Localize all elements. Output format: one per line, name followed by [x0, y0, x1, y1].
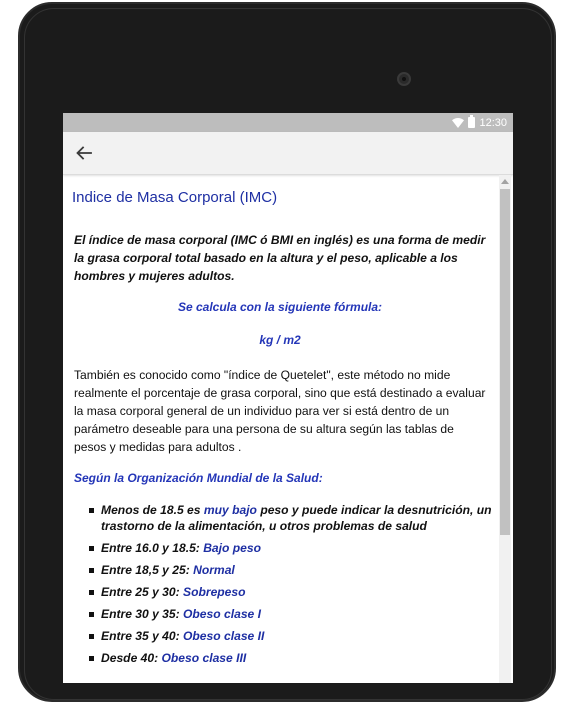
range-class: Sobrepeso	[183, 585, 246, 599]
battery-icon	[468, 117, 475, 128]
range-text-after: peso y puede indicar la desnutrición, un trastorno de la alimentación, u otros problemas de salud	[101, 503, 492, 533]
description-paragraph: También es conocido como "índice de Quetelet", este método no mide realmente el porcentaje de grasa corporal, sino que está destinado a evaluar la masa corporal general de un individuo para ver si está dentro de un parámetro deseable para una persona de su altura según las tablas de pesos y medidas para adultos .	[74, 368, 486, 454]
formula: kg / m2	[259, 333, 301, 347]
range-text: Entre 18,5 y 25:	[101, 563, 194, 577]
range-text: Menos de 18.5 es	[101, 503, 204, 517]
range-class: Obeso clase III	[161, 651, 247, 665]
bmi-range-item	[87, 606, 497, 622]
page-title: Indice de Masa Corporal (IMC)	[72, 189, 278, 206]
bmi-range-item	[87, 540, 497, 556]
range-text: Entre 16.0 y 18.5:	[101, 541, 204, 555]
formula-label: Se calcula con la siguiente fórmula:	[177, 300, 383, 314]
status-indicators	[452, 115, 507, 130]
status-time: 12:30	[479, 116, 507, 129]
bmi-range-item	[87, 502, 497, 534]
status-bar	[63, 113, 513, 132]
back-button[interactable]	[71, 140, 97, 166]
screen	[63, 113, 513, 683]
bmi-range-item	[87, 650, 497, 666]
range-text: Entre 35 y 40:	[101, 629, 184, 643]
oms-heading: Según la Organización Mundial de la Salud:	[74, 471, 323, 485]
range-text: Entre 25 y 30:	[101, 585, 184, 599]
scroll-up-arrow-icon[interactable]	[501, 179, 509, 184]
range-text: Desde 40:	[101, 651, 162, 665]
range-text: Entre 30 y 35:	[101, 607, 184, 621]
arrow-back-icon	[76, 145, 92, 161]
range-class: muy bajo	[203, 503, 257, 517]
bmi-range-item	[87, 628, 497, 644]
bmi-range-list	[87, 502, 497, 666]
range-class: Obeso clase I	[183, 607, 261, 621]
range-class: Normal	[193, 563, 235, 577]
range-class: Obeso clase II	[183, 629, 265, 643]
app-bar	[63, 132, 513, 175]
wifi-icon	[452, 118, 464, 128]
range-class: Bajo peso	[203, 541, 261, 555]
webview-content[interactable]	[63, 175, 497, 683]
bmi-range-item	[87, 562, 497, 578]
intro-paragraph: El índice de masa corporal (IMC ó BMI en inglés) es una forma de medir la grasa corporal total basado en la altura y el peso, aplicable a los hombres y mujeres adultos.	[74, 233, 486, 283]
camera-icon	[397, 72, 411, 86]
scrollbar[interactable]	[499, 175, 511, 683]
bmi-range-item	[87, 584, 497, 600]
scrollbar-thumb[interactable]	[500, 189, 510, 535]
